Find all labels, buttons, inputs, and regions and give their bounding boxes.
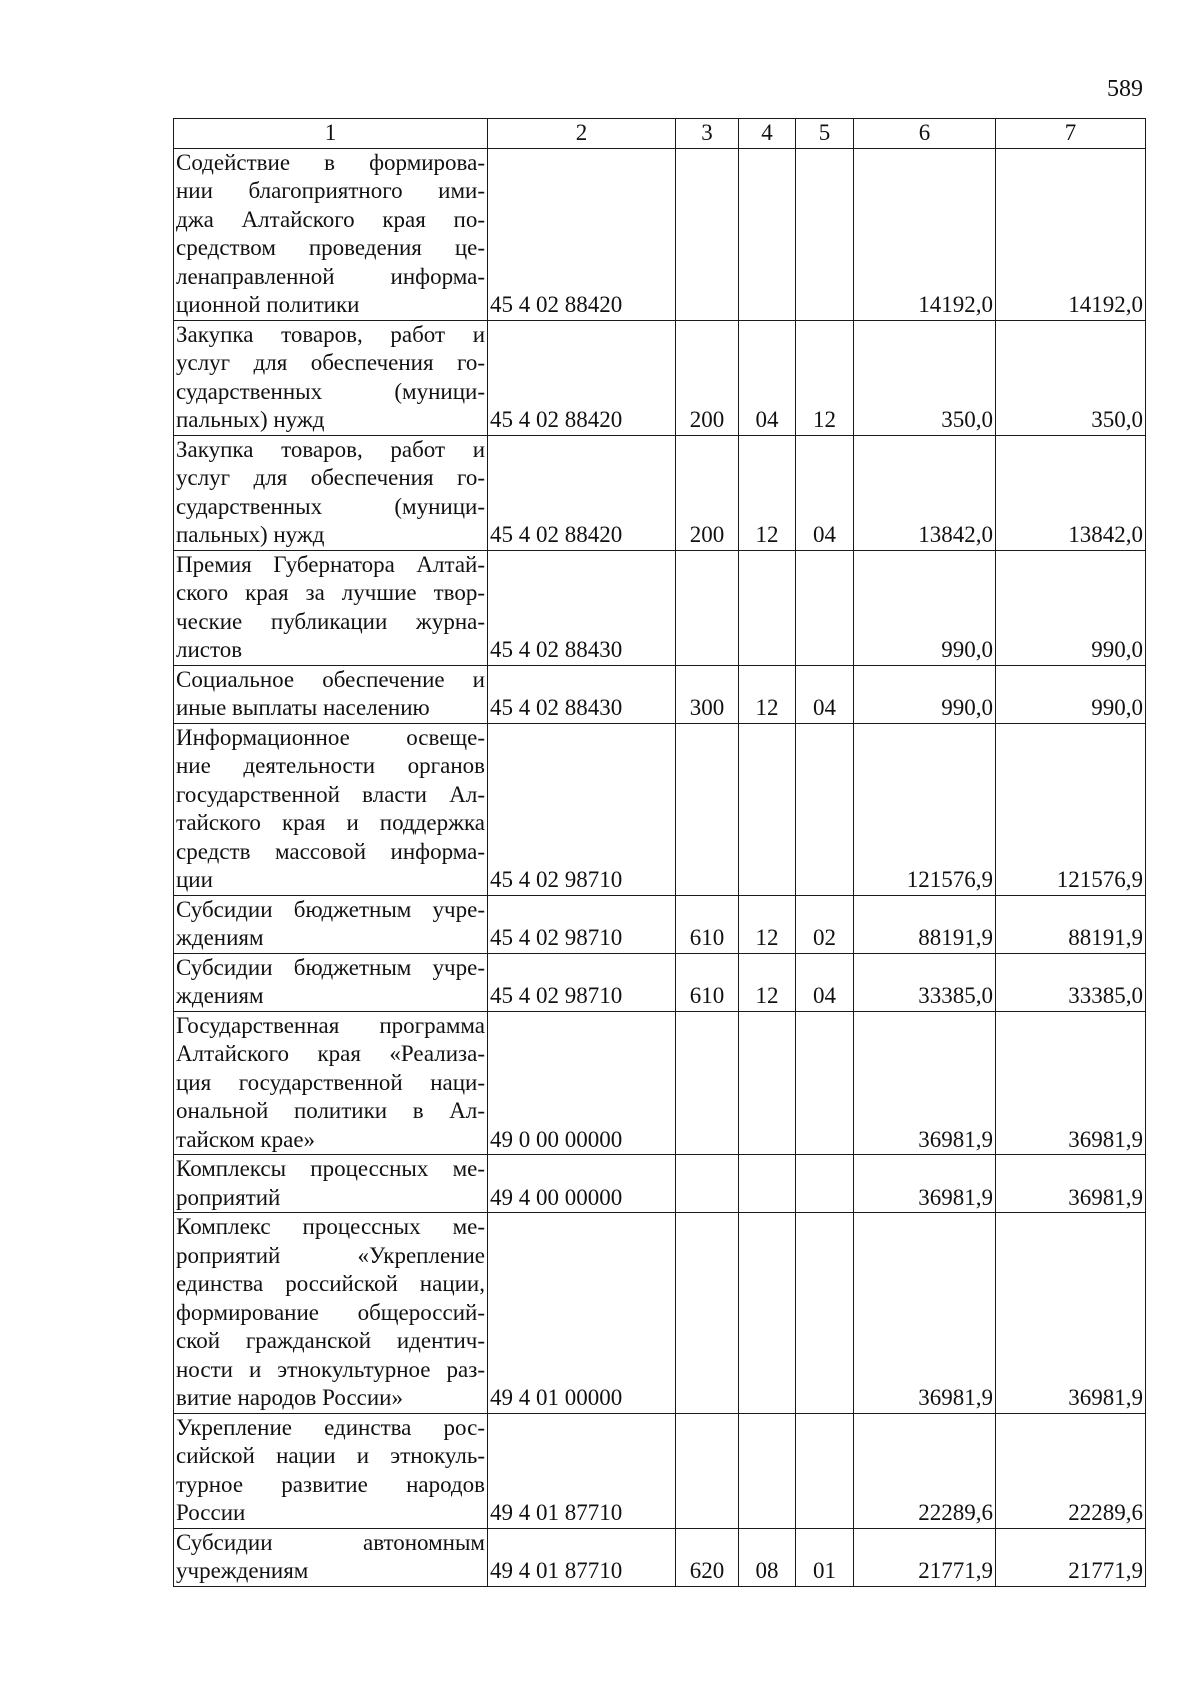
row-col3-cell [676, 723, 739, 895]
row-col3-cell: 200 [676, 320, 739, 435]
row-name-cell [174, 320, 488, 435]
row-name-line: ского края за лучшие твор- [176, 580, 485, 605]
row-name-line: сийской нации и этнокуль- [176, 1443, 485, 1468]
row-col4-cell: 12 [739, 895, 796, 953]
row-name-line: Комплексы процессных ме- [176, 1156, 485, 1181]
row-col4-cell [739, 1011, 796, 1155]
row-code-cell: 49 4 00 00000 [488, 1155, 676, 1213]
row-name-line: пальных) нужд [176, 407, 325, 432]
row-name-line: нии благоприятного ими- [176, 178, 485, 203]
row-name-line: услуг для обеспечения го- [176, 350, 485, 375]
row-name-line: Государственная программа [176, 1012, 485, 1038]
row-col7-cell: 36981,9 [996, 1213, 1146, 1414]
row-col5-cell [796, 148, 854, 320]
row-name-cell [174, 1213, 488, 1414]
row-col7-cell: 33385,0 [996, 953, 1146, 1011]
row-col7-cell: 14192,0 [996, 148, 1146, 320]
row-name-line: турное развитие народов [176, 1471, 485, 1497]
row-col3-cell [676, 550, 739, 665]
row-name-line: ской гражданской идентич- [176, 1328, 485, 1353]
row-name-cell [174, 953, 488, 1011]
row-name-line: Содействие в формирова- [176, 149, 485, 175]
row-col5-cell [796, 1011, 854, 1155]
row-code-cell: 45 4 02 98710 [488, 895, 676, 953]
column-header: 6 [854, 119, 996, 149]
column-header: 4 [739, 119, 796, 149]
row-code-cell: 45 4 02 98710 [488, 953, 676, 1011]
row-col6-cell: 22289,6 [854, 1413, 996, 1528]
row-col6-cell: 36981,9 [854, 1011, 996, 1155]
row-name-cell [174, 1155, 488, 1213]
row-col6-cell: 14192,0 [854, 148, 996, 320]
table-row [174, 550, 1146, 665]
row-col6-cell: 121576,9 [854, 723, 996, 895]
row-name-line: роприятий [176, 1184, 281, 1210]
row-col6-cell: 88191,9 [854, 895, 996, 953]
row-name-line: ждениям [176, 925, 264, 950]
row-name-line: Субсидии бюджетным учре- [176, 896, 485, 922]
row-col4-cell: 08 [739, 1528, 796, 1586]
table-row [174, 1413, 1146, 1528]
row-name-line: ности и этнокультурное раз- [176, 1356, 485, 1382]
column-header: 5 [796, 119, 854, 149]
row-name-cell [174, 550, 488, 665]
row-name-line: ждениям [176, 983, 264, 1008]
row-name-line: услуг для обеспечения го- [176, 465, 485, 490]
row-name-line: ональной политики в Ал- [176, 1098, 485, 1123]
row-name-line: ция государственной наци- [176, 1069, 485, 1095]
row-name-line: ции [176, 867, 213, 892]
page-number: 589 [1107, 76, 1143, 102]
column-header: 7 [996, 119, 1146, 149]
row-name-line: средств массовой информа- [176, 838, 485, 864]
table-row [174, 895, 1146, 953]
table-row [174, 435, 1146, 550]
header-row [174, 119, 1146, 149]
row-col5-cell: 04 [796, 665, 854, 723]
row-name-line: джа Алтайского края по- [176, 206, 485, 232]
row-col3-cell [676, 1213, 739, 1414]
row-col5-cell [796, 1413, 854, 1528]
table-row [174, 148, 1146, 320]
row-col4-cell: 04 [739, 320, 796, 435]
row-col3-cell: 300 [676, 665, 739, 723]
row-name-line: ческие публикации журна- [176, 608, 485, 634]
row-col3-cell [676, 1011, 739, 1155]
row-col5-cell [796, 1213, 854, 1414]
row-col4-cell: 12 [739, 665, 796, 723]
row-name-line: учреждениям [176, 1558, 309, 1583]
row-col7-cell: 36981,9 [996, 1011, 1146, 1155]
table-row [174, 320, 1146, 435]
row-col6-cell: 21771,9 [854, 1528, 996, 1586]
row-name-line: витие народов России» [176, 1385, 403, 1410]
table-row [174, 665, 1146, 723]
row-col5-cell [796, 550, 854, 665]
row-col6-cell: 36981,9 [854, 1213, 996, 1414]
row-code-cell: 49 0 00 00000 [488, 1011, 676, 1155]
row-col4-cell [739, 1413, 796, 1528]
row-name-line: средством проведения це- [176, 235, 485, 260]
row-col7-cell: 350,0 [996, 320, 1146, 435]
row-name-line: Алтайского края «Реализа- [176, 1041, 485, 1066]
row-name-line: Информационное освеще- [176, 724, 485, 750]
row-col5-cell: 04 [796, 953, 854, 1011]
row-name-line: ние деятельности органов [176, 753, 485, 778]
row-name-line: иные выплаты населению [176, 695, 430, 720]
row-col5-cell: 02 [796, 895, 854, 953]
row-col7-cell: 990,0 [996, 665, 1146, 723]
row-name-line: Субсидии автономным [176, 1529, 485, 1555]
row-code-cell: 45 4 02 88420 [488, 320, 676, 435]
row-name-line: Закупка товаров, работ и [176, 321, 485, 347]
table-row [174, 1213, 1146, 1414]
row-col3-cell: 200 [676, 435, 739, 550]
row-col4-cell: 12 [739, 435, 796, 550]
row-name-cell [174, 723, 488, 895]
row-name-line: Комплекс процессных ме- [176, 1214, 485, 1239]
row-name-line: формирование общероссий- [176, 1299, 485, 1325]
row-col4-cell [739, 1155, 796, 1213]
row-col3-cell [676, 148, 739, 320]
row-name-line: Закупка товаров, работ и [176, 436, 485, 462]
row-name-line: Укрепление единства рос- [176, 1414, 485, 1440]
row-code-cell: 45 4 02 88430 [488, 665, 676, 723]
row-name-cell [174, 435, 488, 550]
row-col3-cell [676, 1155, 739, 1213]
row-name-line: тайском крае» [176, 1126, 316, 1152]
column-header: 3 [676, 119, 739, 149]
row-col4-cell: 12 [739, 953, 796, 1011]
row-name-line: единства российской нации, [176, 1271, 485, 1296]
row-col7-cell: 22289,6 [996, 1413, 1146, 1528]
row-name-line: Премия Губернатора Алтай- [176, 551, 485, 577]
row-col3-cell: 620 [676, 1528, 739, 1586]
row-name-line: ленаправленной информа- [176, 263, 485, 289]
row-code-cell: 45 4 02 98710 [488, 723, 676, 895]
column-header: 1 [174, 119, 488, 149]
row-name-cell [174, 1011, 488, 1155]
row-name-cell [174, 665, 488, 723]
row-code-cell: 49 4 01 87710 [488, 1413, 676, 1528]
row-col7-cell: 990,0 [996, 550, 1146, 665]
row-col5-cell [796, 723, 854, 895]
column-header: 2 [488, 119, 676, 149]
table-row [174, 723, 1146, 895]
row-col4-cell [739, 723, 796, 895]
row-code-cell: 45 4 02 88430 [488, 550, 676, 665]
row-name-line: России [176, 1500, 246, 1525]
row-name-cell [174, 895, 488, 953]
table-row [174, 1011, 1146, 1155]
row-code-cell: 49 4 01 87710 [488, 1528, 676, 1586]
row-name-line: сударственных (муници- [176, 493, 485, 519]
budget-table [173, 118, 1146, 1587]
row-name-cell [174, 148, 488, 320]
row-col5-cell [796, 1155, 854, 1213]
row-col7-cell: 121576,9 [996, 723, 1146, 895]
row-col5-cell: 04 [796, 435, 854, 550]
row-col3-cell: 610 [676, 953, 739, 1011]
row-col5-cell: 12 [796, 320, 854, 435]
row-code-cell: 49 4 01 00000 [488, 1213, 676, 1414]
table-row [174, 1528, 1146, 1586]
row-col6-cell: 990,0 [854, 665, 996, 723]
row-col5-cell: 01 [796, 1528, 854, 1586]
row-name-line: государственной власти Ал- [176, 781, 485, 807]
row-name-line: тайского края и поддержка [176, 810, 485, 835]
row-name-cell [174, 1413, 488, 1528]
row-col6-cell: 350,0 [854, 320, 996, 435]
table-row [174, 953, 1146, 1011]
row-col7-cell: 88191,9 [996, 895, 1146, 953]
row-col4-cell [739, 550, 796, 665]
row-col6-cell: 33385,0 [854, 953, 996, 1011]
row-col4-cell [739, 1213, 796, 1414]
row-name-line: пальных) нужд [176, 522, 325, 547]
row-name-line: сударственных (муници- [176, 378, 485, 404]
row-name-cell [174, 1528, 488, 1586]
row-name-line: Социальное обеспечение и [176, 666, 485, 692]
row-col6-cell: 990,0 [854, 550, 996, 665]
row-col7-cell: 13842,0 [996, 435, 1146, 550]
row-name-line: Субсидии бюджетным учре- [176, 954, 485, 980]
row-col7-cell: 21771,9 [996, 1528, 1146, 1586]
row-col3-cell [676, 1413, 739, 1528]
row-col3-cell: 610 [676, 895, 739, 953]
row-code-cell: 45 4 02 88420 [488, 435, 676, 550]
row-name-line: роприятий «Укрепление [176, 1242, 485, 1268]
row-name-line: ционной политики [176, 292, 360, 317]
row-code-cell: 45 4 02 88420 [488, 148, 676, 320]
row-col6-cell: 13842,0 [854, 435, 996, 550]
row-col4-cell [739, 148, 796, 320]
row-name-line: листов [176, 637, 243, 662]
row-col7-cell: 36981,9 [996, 1155, 1146, 1213]
row-col6-cell: 36981,9 [854, 1155, 996, 1213]
table-row [174, 1155, 1146, 1213]
